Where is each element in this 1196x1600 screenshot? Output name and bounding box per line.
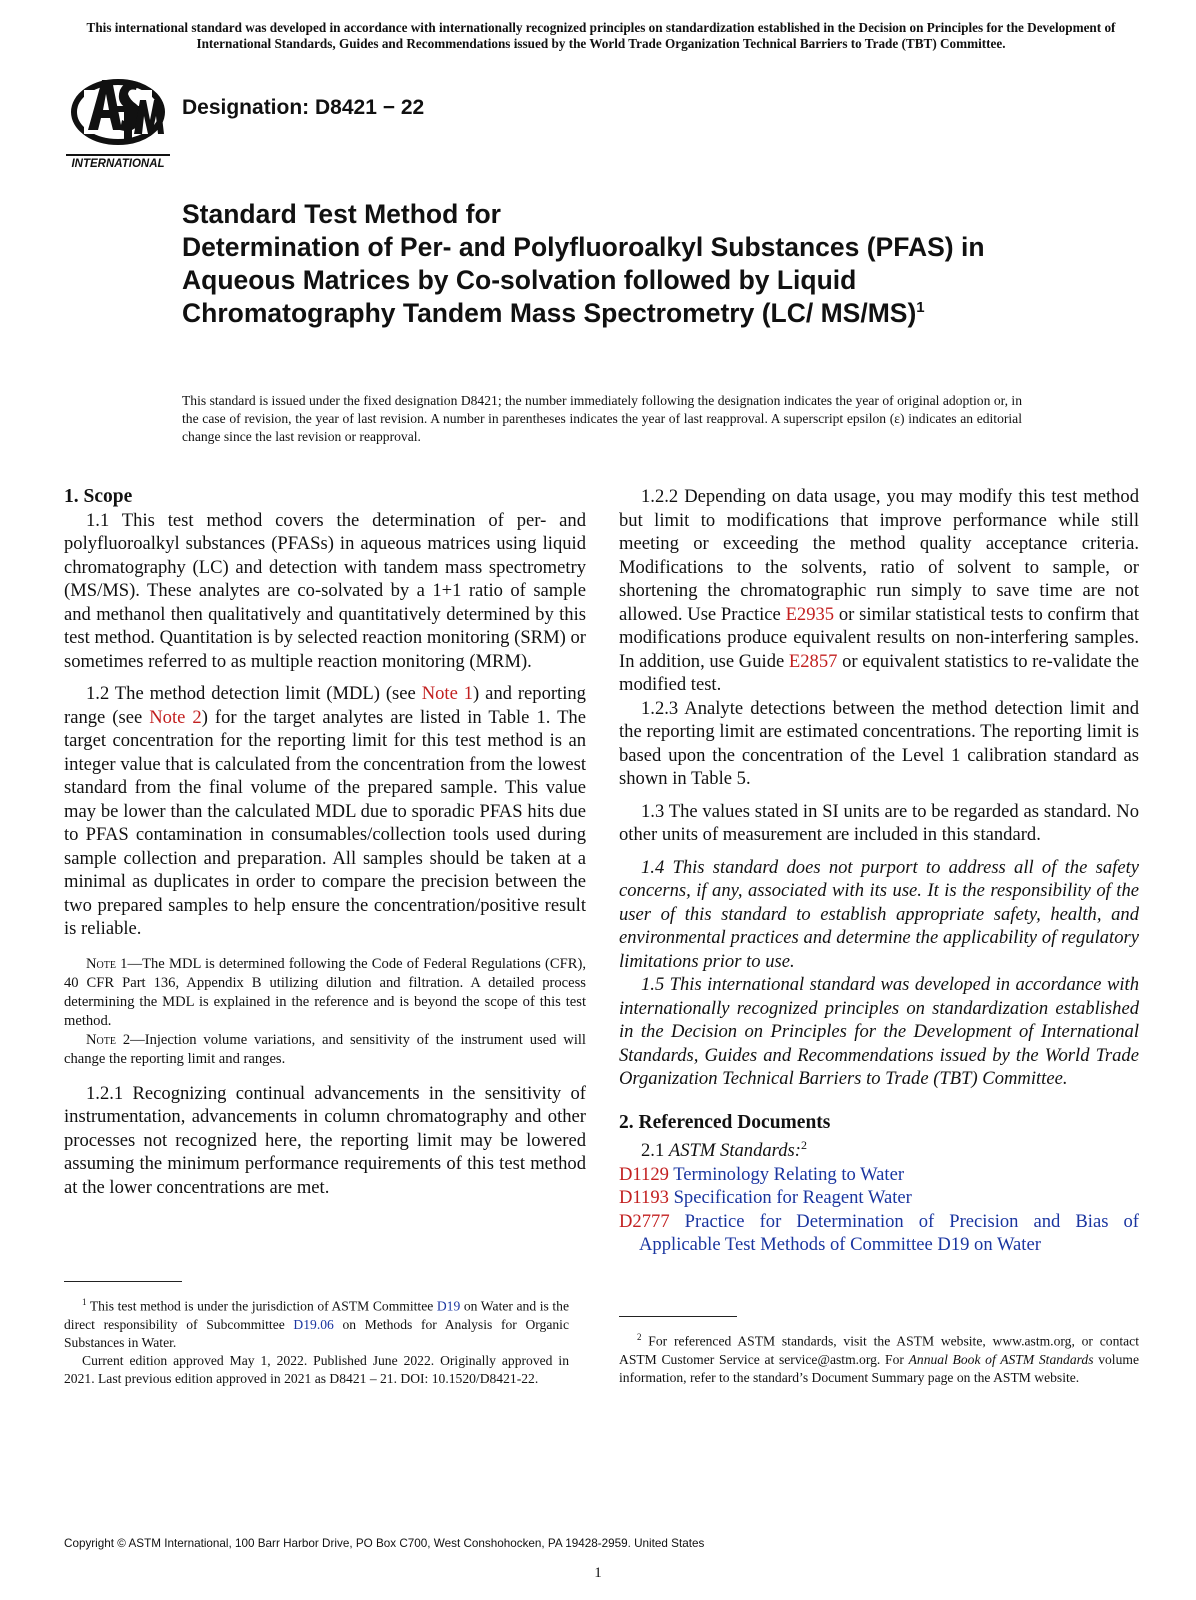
para-1-2-2 (619, 485, 1139, 697)
para-1-2-text-a: 1.2 The method detection limit (MDL) (see (86, 683, 422, 704)
e2857-link[interactable]: E2857 (788, 650, 838, 672)
right-column (619, 485, 1139, 1257)
footnote-2-text-a: For referenced ASTM standards, visit the ASTM website, www.astm.org, or contact ASTM Customer Service at service@astm.org. For (619, 1333, 1139, 1367)
title-footnote-mark: 1 (916, 299, 925, 317)
footnote-1 (64, 1293, 569, 1388)
document-title (182, 198, 1002, 330)
ref-d2777-code[interactable]: D2777 (619, 1210, 670, 1232)
footnote-1-text-a: This test method is under the jurisdiction of ASTM Committee (86, 1298, 437, 1314)
subcommittee-d1906-link[interactable]: D19.06 (293, 1316, 334, 1332)
para-1-2-2-text-c: or equivalent statistics to re-validate the modified test. (619, 650, 1139, 695)
footnote-1-edition: Current edition approved May 1, 2022. Published June 2022. Originally approved in 2021. Last previous edition approved in 2021 as D8421 – 21. DOI: 10.1520/D8421-22. (64, 1352, 569, 1386)
footnote-2-text-c: volume information, refer to the standard’s Document Summary page on the ASTM website. (619, 1351, 1139, 1385)
note-1-link[interactable]: Note 1 (421, 683, 474, 704)
scope-heading: 1. Scope (64, 486, 133, 507)
ref-d1193-code[interactable]: D1193 (619, 1187, 669, 1209)
note-1 (64, 955, 586, 1031)
para-1-1: 1.1 This test method covers the determination of per- and polyfluoroalkyl substances (PFASs) in aqueous matrices using liquid chromatography (LC) and detection with tandem mass spectrometry (MS/MS). These analytes are co-solvated by a 1+1 ratio of sample and methanol then qualitatively and quantitatively determined by this test method. Quantitation is by selected reaction monitoring (SRM) or sometimes referred to as multiple reaction monitoring (MRM). (64, 509, 586, 672)
ref-d1129-code[interactable]: D1129 (619, 1163, 669, 1185)
title-main: Determination of Per- and Polyfluoroalkyl Substances (PFAS) in Aqueous Matrices by Co-solvation followed by Liquid Chromatography Tandem Mass Spectrometry (LC/ MS/MS) (182, 232, 985, 328)
note-1-text: 1—The MDL is determined following the Code of Federal Regulations (CFR), 40 CFR Part 136, Appendix B utilizing dilution and filtration. A detailed process determining the MDL is explained in the reference and is beyond the scope of this test method. (64, 955, 586, 1029)
para-1-2-text-c: ) for the target analytes are listed in Table 1. The target concentration for the reporting limit for this test method is an integer value that is calculated from the concentration from the lowest standard from the final volume of the prepared sample. This value may be lower than the calculated MDL due to sporadic PFAS hits due to PFAS contamination in consumables/collection tools used during sample collection and preparation. All samples should be taken at a minimal as duplicates in order to compare the precision between the two prepared samples to help ensure the concentration/positive result is reliable. (64, 706, 586, 939)
para-1-2-3: 1.2.3 Analyte detections between the method detection limit and the reporting limit are estimated concentrations. The reporting limit is based upon the concentration of the Level 1 calibration standard as shown in Table 5. (619, 697, 1139, 789)
footnote-1-mark: 1 (82, 1297, 87, 1307)
para-1-2-2-text-a: 1.2.2 Depending on data usage, you may modify this test method but limit to modifications that improve performance while still meeting or exceeding the method quality acceptance criteria. Modifications to the solvents, ratio of solvent to sample, or shortening the chromatographic run simply to save time are not allowed. Use Practice (619, 486, 1139, 625)
note-2-link[interactable]: Note 2 (149, 706, 202, 728)
e2935-link[interactable]: E2935 (785, 603, 835, 625)
footnote-rule-right (619, 1316, 737, 1317)
para-1-2-text-b: ) and reporting range (see (64, 683, 586, 728)
note-2 (64, 1031, 586, 1069)
note-2-label: Note (86, 1031, 116, 1048)
committee-d19-link[interactable]: D19 (436, 1298, 461, 1314)
footnote-2 (619, 1328, 1139, 1387)
astm-international-logo-icon (66, 72, 170, 168)
referenced-documents-heading: 2. Referenced Documents (619, 1111, 831, 1133)
logo-text: INTERNATIONAL (71, 158, 165, 168)
footnote-2-mark: 2 (637, 1332, 642, 1342)
footnote-1-text-b: on Water and is the direct responsibility of Subcommittee (64, 1298, 569, 1332)
para-2-1-label: ASTM Standards: (668, 1140, 801, 1162)
para-1-2-1: 1.2.1 Recognizing continual advancements in the sensitivity of instrumentation, advancements in column chromatography and other processes not recognized here, the reporting limit may be lowered assuming the minimum performance requirements of this test method at the lower concentrations are met. (64, 1082, 586, 1198)
para-1-3: 1.3 The values stated in SI units are to be regarded as standard. No other units of measurement are included in this standard. (619, 800, 1139, 845)
ref-d2777 (619, 1210, 1139, 1257)
note-1-label: Note (86, 955, 116, 972)
para-2-1-number: 2.1 (641, 1140, 669, 1162)
ref-d2777-title[interactable]: Practice for Determination of Precision and Bias of Applicable Test Methods of Committee D19 on Water (639, 1210, 1139, 1256)
title-line-1: Standard Test Method for (182, 199, 501, 229)
page-number: 1 (594, 1565, 602, 1581)
note-2-text: 2—Injection volume variations, and sensitivity of the instrument used will change the reporting limit and ranges. (64, 1031, 586, 1067)
copyright: Copyright © ASTM International, 100 Barr Harbor Drive, PO Box C700, West Conshohocken, PA 19428-2959. United States (64, 1537, 705, 1550)
para-1-5: 1.5 This international standard was developed in accordance with internationally recognized principles on standardization established in the Decision on Principles for the Development of International Standards, Guides and Recommendations issued by the World Trade Organization Technical Barriers to Trade (TBT) Committee. (619, 974, 1139, 1089)
issued-note: This standard is issued under the fixed designation D8421; the number immediately following the designation indicates the year of original adoption or, in the case of revision, the year of last revision. A number in parentheses indicates the year of last reapproval. A superscript epsilon (ε) indicates an editorial change since the last revision or reapproval. (182, 393, 1022, 444)
footnote-1-text-c: on Methods for Analysis for Organic Substances in Water. (64, 1316, 569, 1350)
designation: Designation: D8421 − 22 (182, 96, 425, 119)
para-1-4: 1.4 This standard does not purport to address all of the safety concerns, if any, associated with its use. It is the responsibility of the user of this standard to establish appropriate safety, health, and environmental practices and determine the applicability of regulatory limitations prior to use. (619, 856, 1139, 972)
ref-d1193 (619, 1186, 1139, 1210)
ref-d1129-title[interactable]: Terminology Relating to Water (668, 1163, 905, 1185)
top-notice: This international standard was developed in accordance with internationally recognized principles on standardization established in the Decision on Principles for the Development of International Standards, Guides and Recommendations issued by the World Trade Organization Technical Barriers to Trade (TBT) Committee. (86, 20, 1116, 51)
ref-d1193-title[interactable]: Specification for Reagent Water (668, 1187, 912, 1209)
left-column (64, 485, 586, 1199)
footnote-rule-left (64, 1281, 182, 1282)
footnote-2-book-title: Annual Book of ASTM Standards (908, 1351, 1094, 1367)
para-2-1 (619, 1134, 1139, 1163)
ref-d1129 (619, 1163, 1139, 1187)
para-1-2 (64, 682, 586, 941)
para-2-1-footnote-mark: 2 (800, 1138, 807, 1152)
para-1-2-2-text-b: or similar statistical tests to confirm that modifications produce equivalent results on non-interfering samples. In addition, use Guide (619, 603, 1139, 672)
